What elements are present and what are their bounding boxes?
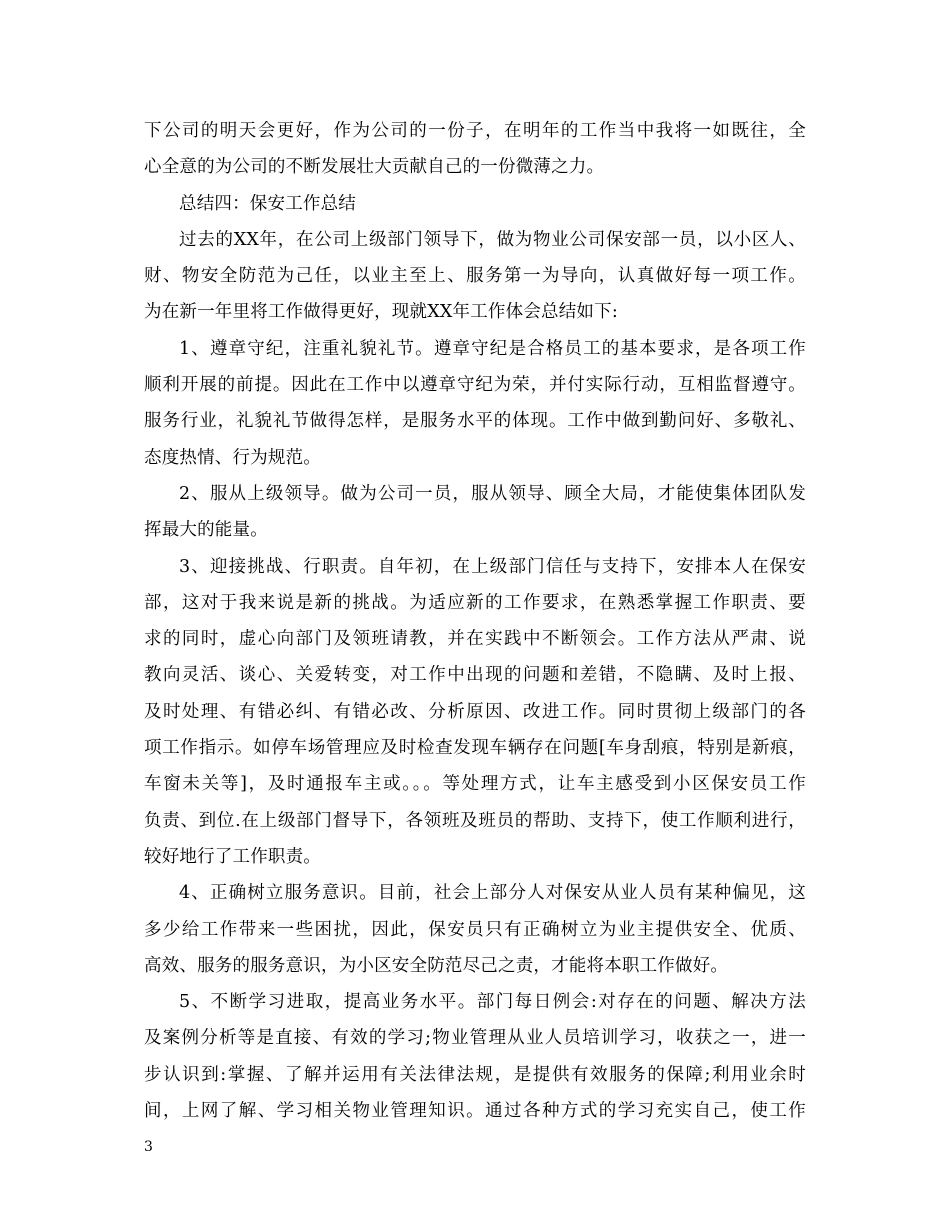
text-line: 及案例分析等是直接、有效的学习;物业管理从业人员培训学习，收获之一，进一 [144,1028,806,1049]
text-line: 教向灵活、谈心、关爱转变，对工作中出现的问题和差错，不隐瞒、及时上报、 [144,665,806,686]
text-line: 顺利开展的前提。因此在工作中以遵章守纪为荣，并付实际行动，互相监督遵守。 [144,375,806,396]
text-line: 部，这对于我来说是新的挑战。为适应新的工作要求，在熟悉掌握工作职责、要 [144,592,806,613]
text-line: 负责、到位.在上级部门督导下，各领班及班员的帮助、支持下，使工作顺利进行， [144,810,806,831]
text-line: 为在新一年里将工作做得更好，现就XX年工作体会总结如下: [144,302,618,323]
text-line: 1、遵章守纪，注重礼貌礼节。遵章守纪是合格员工的基本要求，是各项工作 [179,338,806,359]
text-line: 态度热情、行为规范。 [144,447,321,468]
text-line: 下公司的明天会更好，作为公司的一份子，在明年的工作当中我将一如既往，全 [144,121,806,141]
text-line: 步认识到:掌握、了解并运用有关法律法规，是提供有效服务的保障;利用业余时 [144,1064,806,1085]
text-line: 挥最大的能量。 [144,520,268,541]
text-line: 求的同时，虚心向部门及领班请教，并在实践中不断领会。工作方法从严肃、说 [144,629,806,650]
text-line: 高效、服务的服务意识，为小区安全防范尽己之责，才能将本职工作做好。 [144,955,729,976]
page-number: 3 [144,1139,153,1155]
text-line: 间，上网了解、学习相关物业管理知识。通过各种方式的学习充实自己，使工作 [144,1101,806,1122]
body-text [144,113,806,1129]
text-line: 及时处理、有错必纠、有错必改、分析原因、改进工作。同时贯彻上级部门的各 [144,701,806,722]
text-line: 心全意的为公司的不断发展壮大贡献自己的一份微薄之力。 [144,157,605,178]
text-line: 财、物安全防范为己任，以业主至上、服务第一为导向，认真做好每一项工作。 [144,266,806,287]
text-line: 车窗未关等]，及时通报车主或。。。等处理方式，让车主感受到小区保安员工作 [144,774,806,795]
text-line: 5、不断学习进取，提高业务水平。部门每日例会:对存在的问题、解决方法 [179,992,806,1013]
text-line: 总结四：保安工作总结 [179,193,356,214]
text-line: 服务行业，礼貌礼节做得怎样，是服务水平的体现。工作中做到勤问好、多敬礼、 [144,411,806,432]
text-line: 4、正确树立服务意识。目前，社会上部分人对保安从业人员有某种偏见，这 [179,883,806,904]
text-line: 项工作指示。如停车场管理应及时检查发现车辆存在问题[车身刮痕，特别是新痕， [144,738,806,759]
text-line: 多少给工作带来一些困扰，因此，保安员只有正确树立为业主提供安全、优质、 [144,919,806,940]
text-line: 3、迎接挑战、行职责。自年初，在上级部门信任与支持下，安排本人在保安 [179,556,806,577]
text-line: 过去的XX年，在公司上级部门领导下，做为物业公司保安部一员，以小区人、 [179,229,806,250]
text-line: 2、服从上级领导。做为公司一员，服从领导、顾全大局，才能使集体团队发 [179,483,806,504]
text-line: 较好地行了工作职责。 [144,846,321,867]
